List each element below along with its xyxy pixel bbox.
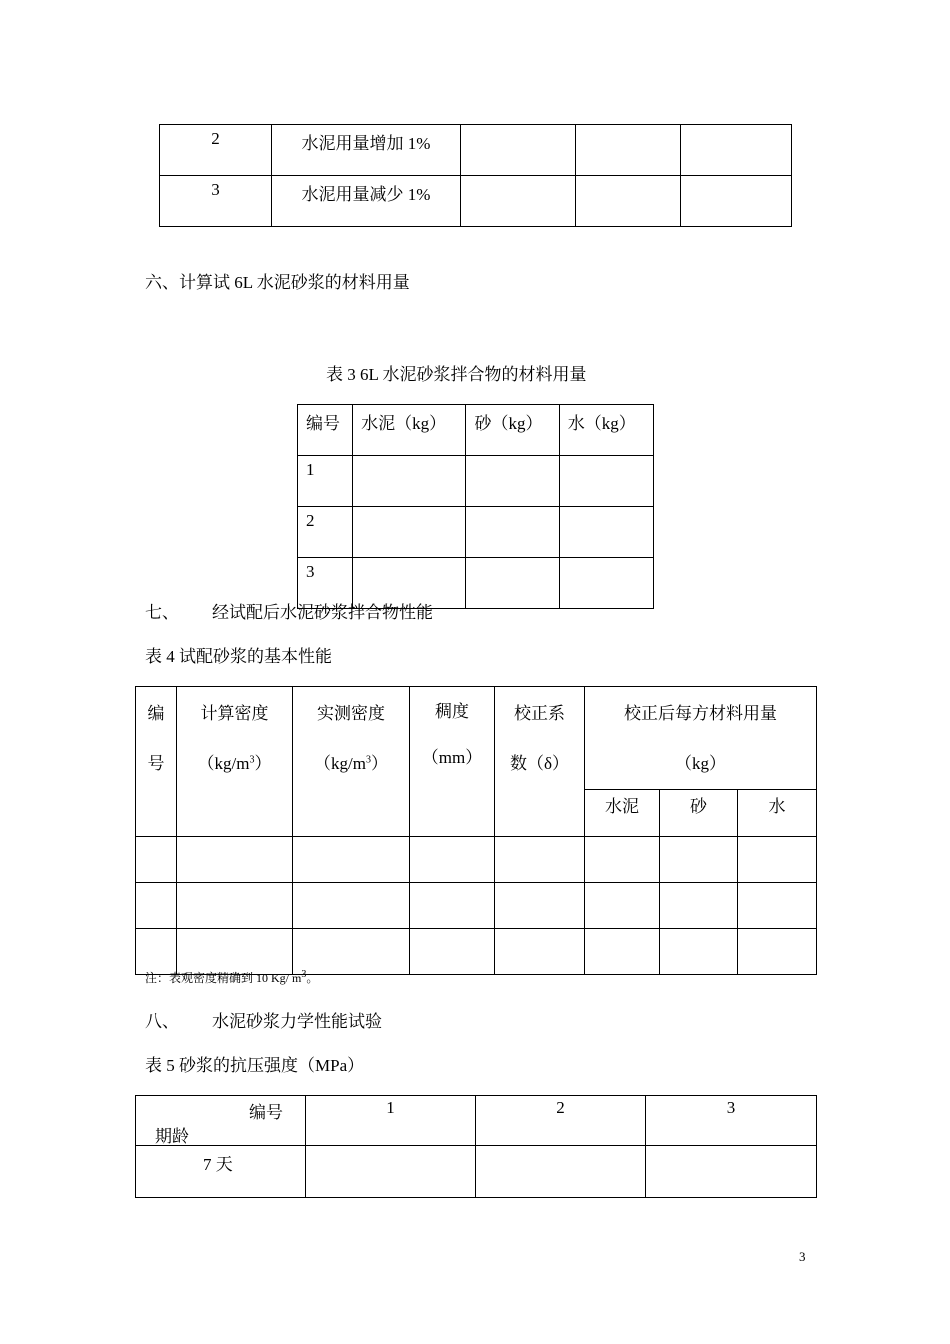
table-3 <box>297 404 654 609</box>
header-cell: 3 <box>646 1096 817 1146</box>
table-cell: 3 <box>298 558 353 609</box>
table-3-caption: 表 3 6L 水泥砂浆拌合物的材料用量 <box>326 365 587 384</box>
unit-text: （kg/m <box>197 754 250 773</box>
table-5-caption: 表 5 砂浆的抗压强度（MPa） <box>145 1056 365 1075</box>
corner-label-top: 编号 <box>249 1103 283 1122</box>
header-cell: 1 <box>306 1096 476 1146</box>
header-text: 数（δ） <box>509 754 569 773</box>
table-cell <box>136 929 177 975</box>
table-5 <box>135 1095 817 1198</box>
table-cell <box>646 1146 817 1198</box>
unit-text: （kg/m <box>314 754 366 773</box>
header-cell-calc-density <box>177 687 293 837</box>
header-cell-corrected-amount <box>585 687 817 790</box>
table-row <box>160 125 792 176</box>
table-row <box>298 507 654 558</box>
header-text: 计算密度 <box>200 704 269 723</box>
header-cell-number <box>136 687 177 837</box>
subheader-cell: 砂 <box>660 790 738 837</box>
table-header-row <box>298 405 654 456</box>
table-cell <box>136 883 177 929</box>
table-cell <box>177 929 293 975</box>
table-cell <box>576 125 681 176</box>
unit-text: ） <box>254 754 272 773</box>
table-cell <box>495 929 585 975</box>
table-cell: 2 <box>298 507 353 558</box>
table-cell <box>293 837 410 883</box>
table-cell <box>559 507 653 558</box>
section-7-heading: 经试配后水泥砂浆拌合物性能 <box>212 603 433 622</box>
table-cell <box>353 456 466 507</box>
header-text: 实测密度 <box>317 704 385 723</box>
table-cell: 2 <box>160 125 272 176</box>
header-text: 校正系 <box>514 704 565 723</box>
header-text: 校正后每方材料用量 <box>624 704 777 723</box>
note-text: 。 <box>306 971 319 985</box>
header-cell-correction-coef <box>495 687 585 837</box>
table-cell <box>410 837 495 883</box>
table-cell <box>576 176 681 227</box>
table-cell <box>466 558 559 609</box>
header-unit: （kg） <box>675 754 726 773</box>
table-cell <box>585 929 660 975</box>
section-7-number: 七、 <box>145 603 179 622</box>
table-cell: 水泥用量增加 1% <box>272 125 461 176</box>
table-row <box>136 1146 817 1198</box>
header-cell: 编号 <box>298 405 353 456</box>
table-cell <box>177 837 293 883</box>
table-row <box>136 883 817 929</box>
table-cell <box>738 929 817 975</box>
table-cell <box>466 456 559 507</box>
table-cell <box>410 883 495 929</box>
header-unit <box>177 739 292 789</box>
page-number: 3 <box>799 1249 806 1264</box>
table-cell <box>353 507 466 558</box>
row-label-cell: 7 天 <box>136 1146 306 1198</box>
table-cell <box>136 837 177 883</box>
table-4-note <box>145 969 318 986</box>
table-cell <box>177 883 293 929</box>
header-cell-measured-density <box>293 687 410 837</box>
unit-text: ） <box>370 754 388 773</box>
table-cell <box>495 883 585 929</box>
table-cell <box>495 837 585 883</box>
table-cell <box>559 558 653 609</box>
subheader-cell: 水 <box>738 790 817 837</box>
table-cell <box>461 176 576 227</box>
table-row <box>298 456 654 507</box>
table-2-continuation <box>159 124 792 227</box>
table-cell <box>660 837 738 883</box>
table-row <box>160 176 792 227</box>
section-6-heading: 六、计算试 6L 水泥砂浆的材料用量 <box>145 273 410 292</box>
header-text: 稠度 <box>435 702 469 721</box>
table-cell: 1 <box>298 456 353 507</box>
table-cell <box>681 125 792 176</box>
table-cell <box>585 883 660 929</box>
table-cell <box>410 929 495 975</box>
table-cell <box>738 883 817 929</box>
table-header-row <box>136 687 817 790</box>
header-cell: 2 <box>476 1096 646 1146</box>
table-cell: 3 <box>160 176 272 227</box>
note-sup: 3 <box>301 969 307 980</box>
table-4 <box>135 686 817 975</box>
header-cell: 水泥（kg） <box>353 405 466 456</box>
header-unit: （mm） <box>421 748 483 767</box>
table-cell <box>738 837 817 883</box>
header-unit <box>293 739 409 789</box>
table-cell <box>476 1146 646 1198</box>
table-cell <box>461 125 576 176</box>
table-cell <box>293 929 410 975</box>
table-row <box>136 929 817 975</box>
unit-sup: 3 <box>249 754 255 766</box>
header-cell: 砂（kg） <box>466 405 559 456</box>
header-cell-consistency <box>410 687 495 837</box>
table-cell: 水泥用量减少 1% <box>272 176 461 227</box>
table-header-row <box>136 1096 817 1146</box>
header-cell: 水（kg） <box>559 405 653 456</box>
table-cell <box>660 883 738 929</box>
table-row <box>136 837 817 883</box>
table-cell <box>559 456 653 507</box>
header-text: 号 <box>147 754 165 773</box>
section-8-number: 八、 <box>145 1012 179 1031</box>
table-cell <box>660 929 738 975</box>
table-cell <box>306 1146 476 1198</box>
header-corner-cell <box>136 1096 306 1146</box>
table-cell <box>293 883 410 929</box>
header-text: 编 <box>147 704 165 723</box>
table-cell <box>585 837 660 883</box>
subheader-cell: 水泥 <box>585 790 660 837</box>
unit-sup: 3 <box>365 754 371 766</box>
table-4-caption: 表 4 试配砂浆的基本性能 <box>145 647 332 666</box>
section-8-heading: 水泥砂浆力学性能试验 <box>212 1012 382 1031</box>
corner-label-bottom: 期龄 <box>155 1127 189 1146</box>
note-text: 注：表观密度精确到 10 Kg/ m <box>145 971 302 985</box>
table-cell <box>681 176 792 227</box>
table-cell <box>466 507 559 558</box>
